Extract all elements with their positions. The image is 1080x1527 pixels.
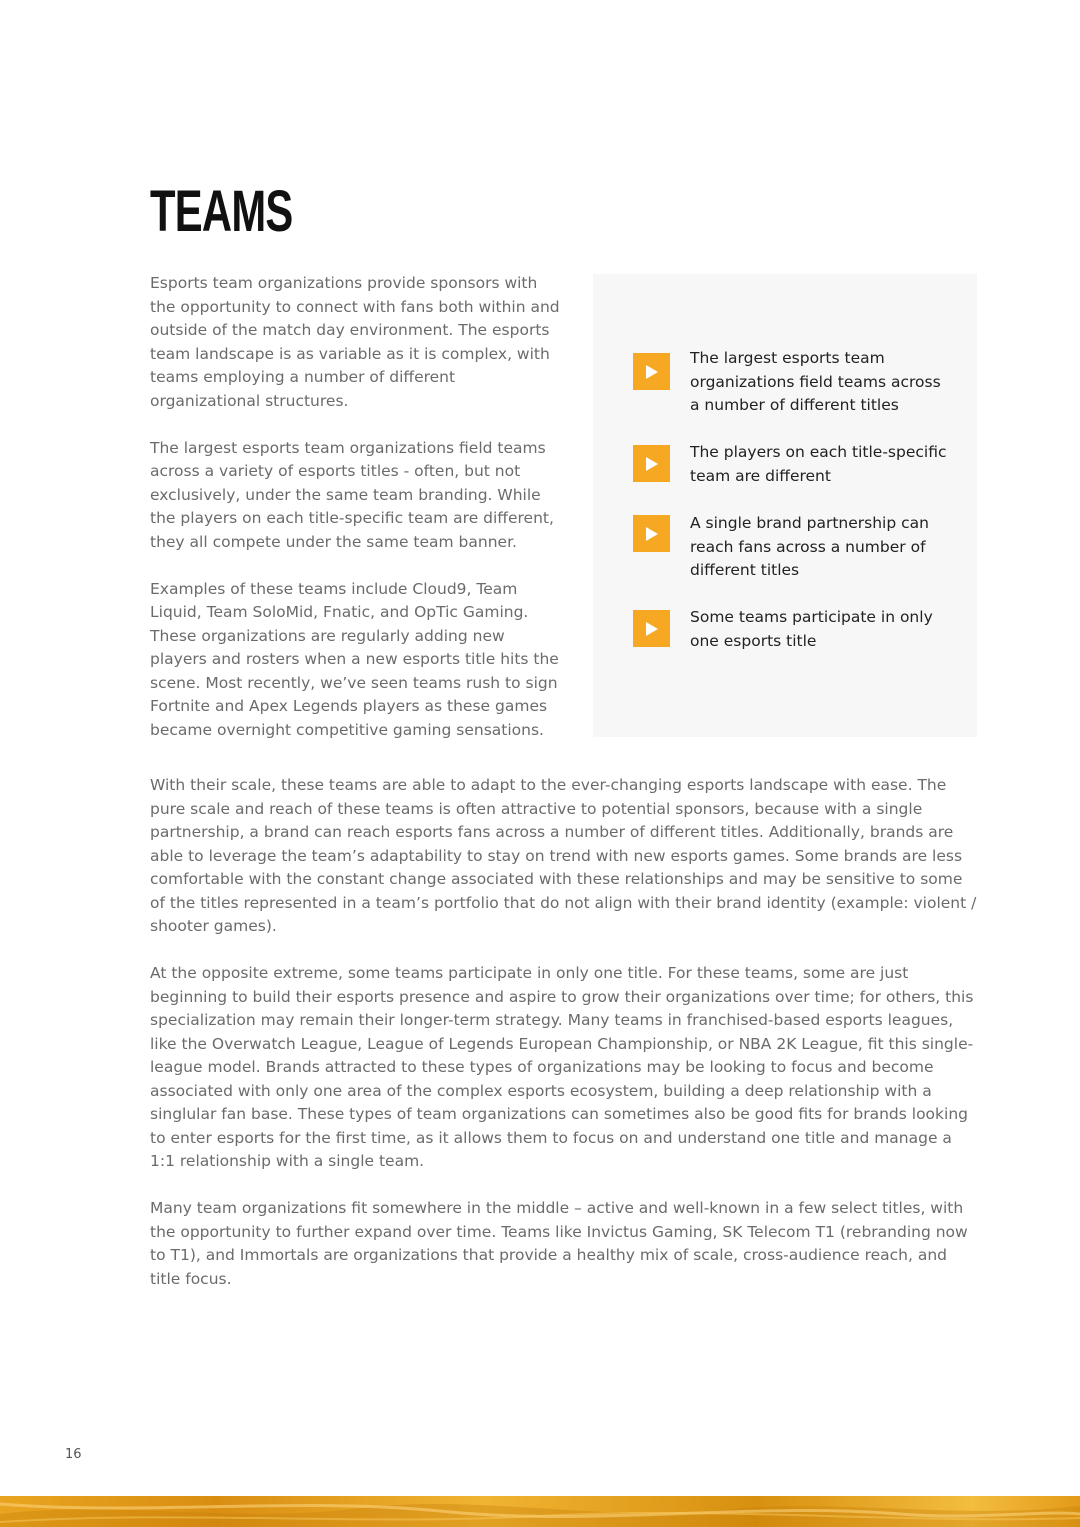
play-icon xyxy=(633,445,670,482)
play-icon xyxy=(633,515,670,552)
body-text xyxy=(150,774,980,1315)
intro-paragraph-2: The largest esports team organizations field teams across a variety of esports titles - often, but not exclusively, under the same team branding. While the players on each title-specific team are different, they all compete under the same team banner. xyxy=(150,438,554,551)
play-icon xyxy=(633,610,670,647)
page-title: TEAMS xyxy=(150,179,293,244)
body-paragraph-2: At the opposite extreme, some teams participate in only one title. For these teams, some are just beginning to build their esports presence and aspire to grow their organizations over time; for others, this specialization may remain their longer-term strategy. Many teams in franchised-based esports leagues, like the Overwatch League, League of Legends European Championship, or NBA 2K League, fit this single-league model. Brands attracted to these types of organizations may be looking to focus and become associated with only one area of the complex esports ecosystem, building a deep relationship with a singlular fan base. These types of team organizations can sometimes also be good fits for brands looking to enter esports for the first time, as it allows them to focus on and understand one title and manage a 1:1 relationship with a single team. xyxy=(150,964,974,1170)
callout-item-text: A single brand partnership can reach fans across a number of different titles xyxy=(690,514,929,579)
intro-column xyxy=(150,272,562,766)
callout-item-text: Some teams participate in only one esports title xyxy=(690,608,933,650)
play-icon xyxy=(633,353,670,390)
body-paragraph-1: With their scale, these teams are able to adapt to the ever-changing esports landscape with ease. The pure scale and reach of these teams is often attractive to potential sponsors, because with a single partnership, a brand can reach esports fans across a number of different titles. Additionally, brands are able to leverage the team’s adaptability to stay on trend with new esports games. Some brands are less comfortable with the constant change associated with these relationships and may be sensitive to some of the titles represented in a team’s portfolio that do not align with their brand identity (example: violent / shooter games). xyxy=(150,776,977,935)
callout-item-text: The players on each title-specific team are different xyxy=(690,443,947,485)
key-points-callout xyxy=(593,274,977,737)
page-number: 16 xyxy=(65,1447,82,1462)
intro-paragraph-3: Examples of these teams include Cloud9, Team Liquid, Team SoloMid, Fnatic, and OpTic Gaming. These organizations are regularly adding new players and rosters when a new esports title hits the scene. Most recently, we’ve seen teams rush to sign Fortnite and Apex Legends players as these games became overnight competitive gaming sensations. xyxy=(150,579,559,739)
body-paragraph-3: Many team organizations fit somewhere in the middle – active and well-known in a few select titles, with the opportunity to further expand over time. Teams like Invictus Gaming, SK Telecom T1 (rebranding now to T1), and Immortals are organizations that provide a healthy mix of scale, cross-audience reach, and title focus. xyxy=(150,1199,968,1288)
footer-decorative-band xyxy=(0,1496,1080,1527)
intro-paragraph-1: Esports team organizations provide sponsors with the opportunity to connect with fans both within and outside of the match day environment. The esports team landscape is as variable as it is complex, with teams employing a number of different organizational structures. xyxy=(150,274,560,410)
callout-item-text: The largest esports team organizations field teams across a number of different titles xyxy=(690,349,941,414)
